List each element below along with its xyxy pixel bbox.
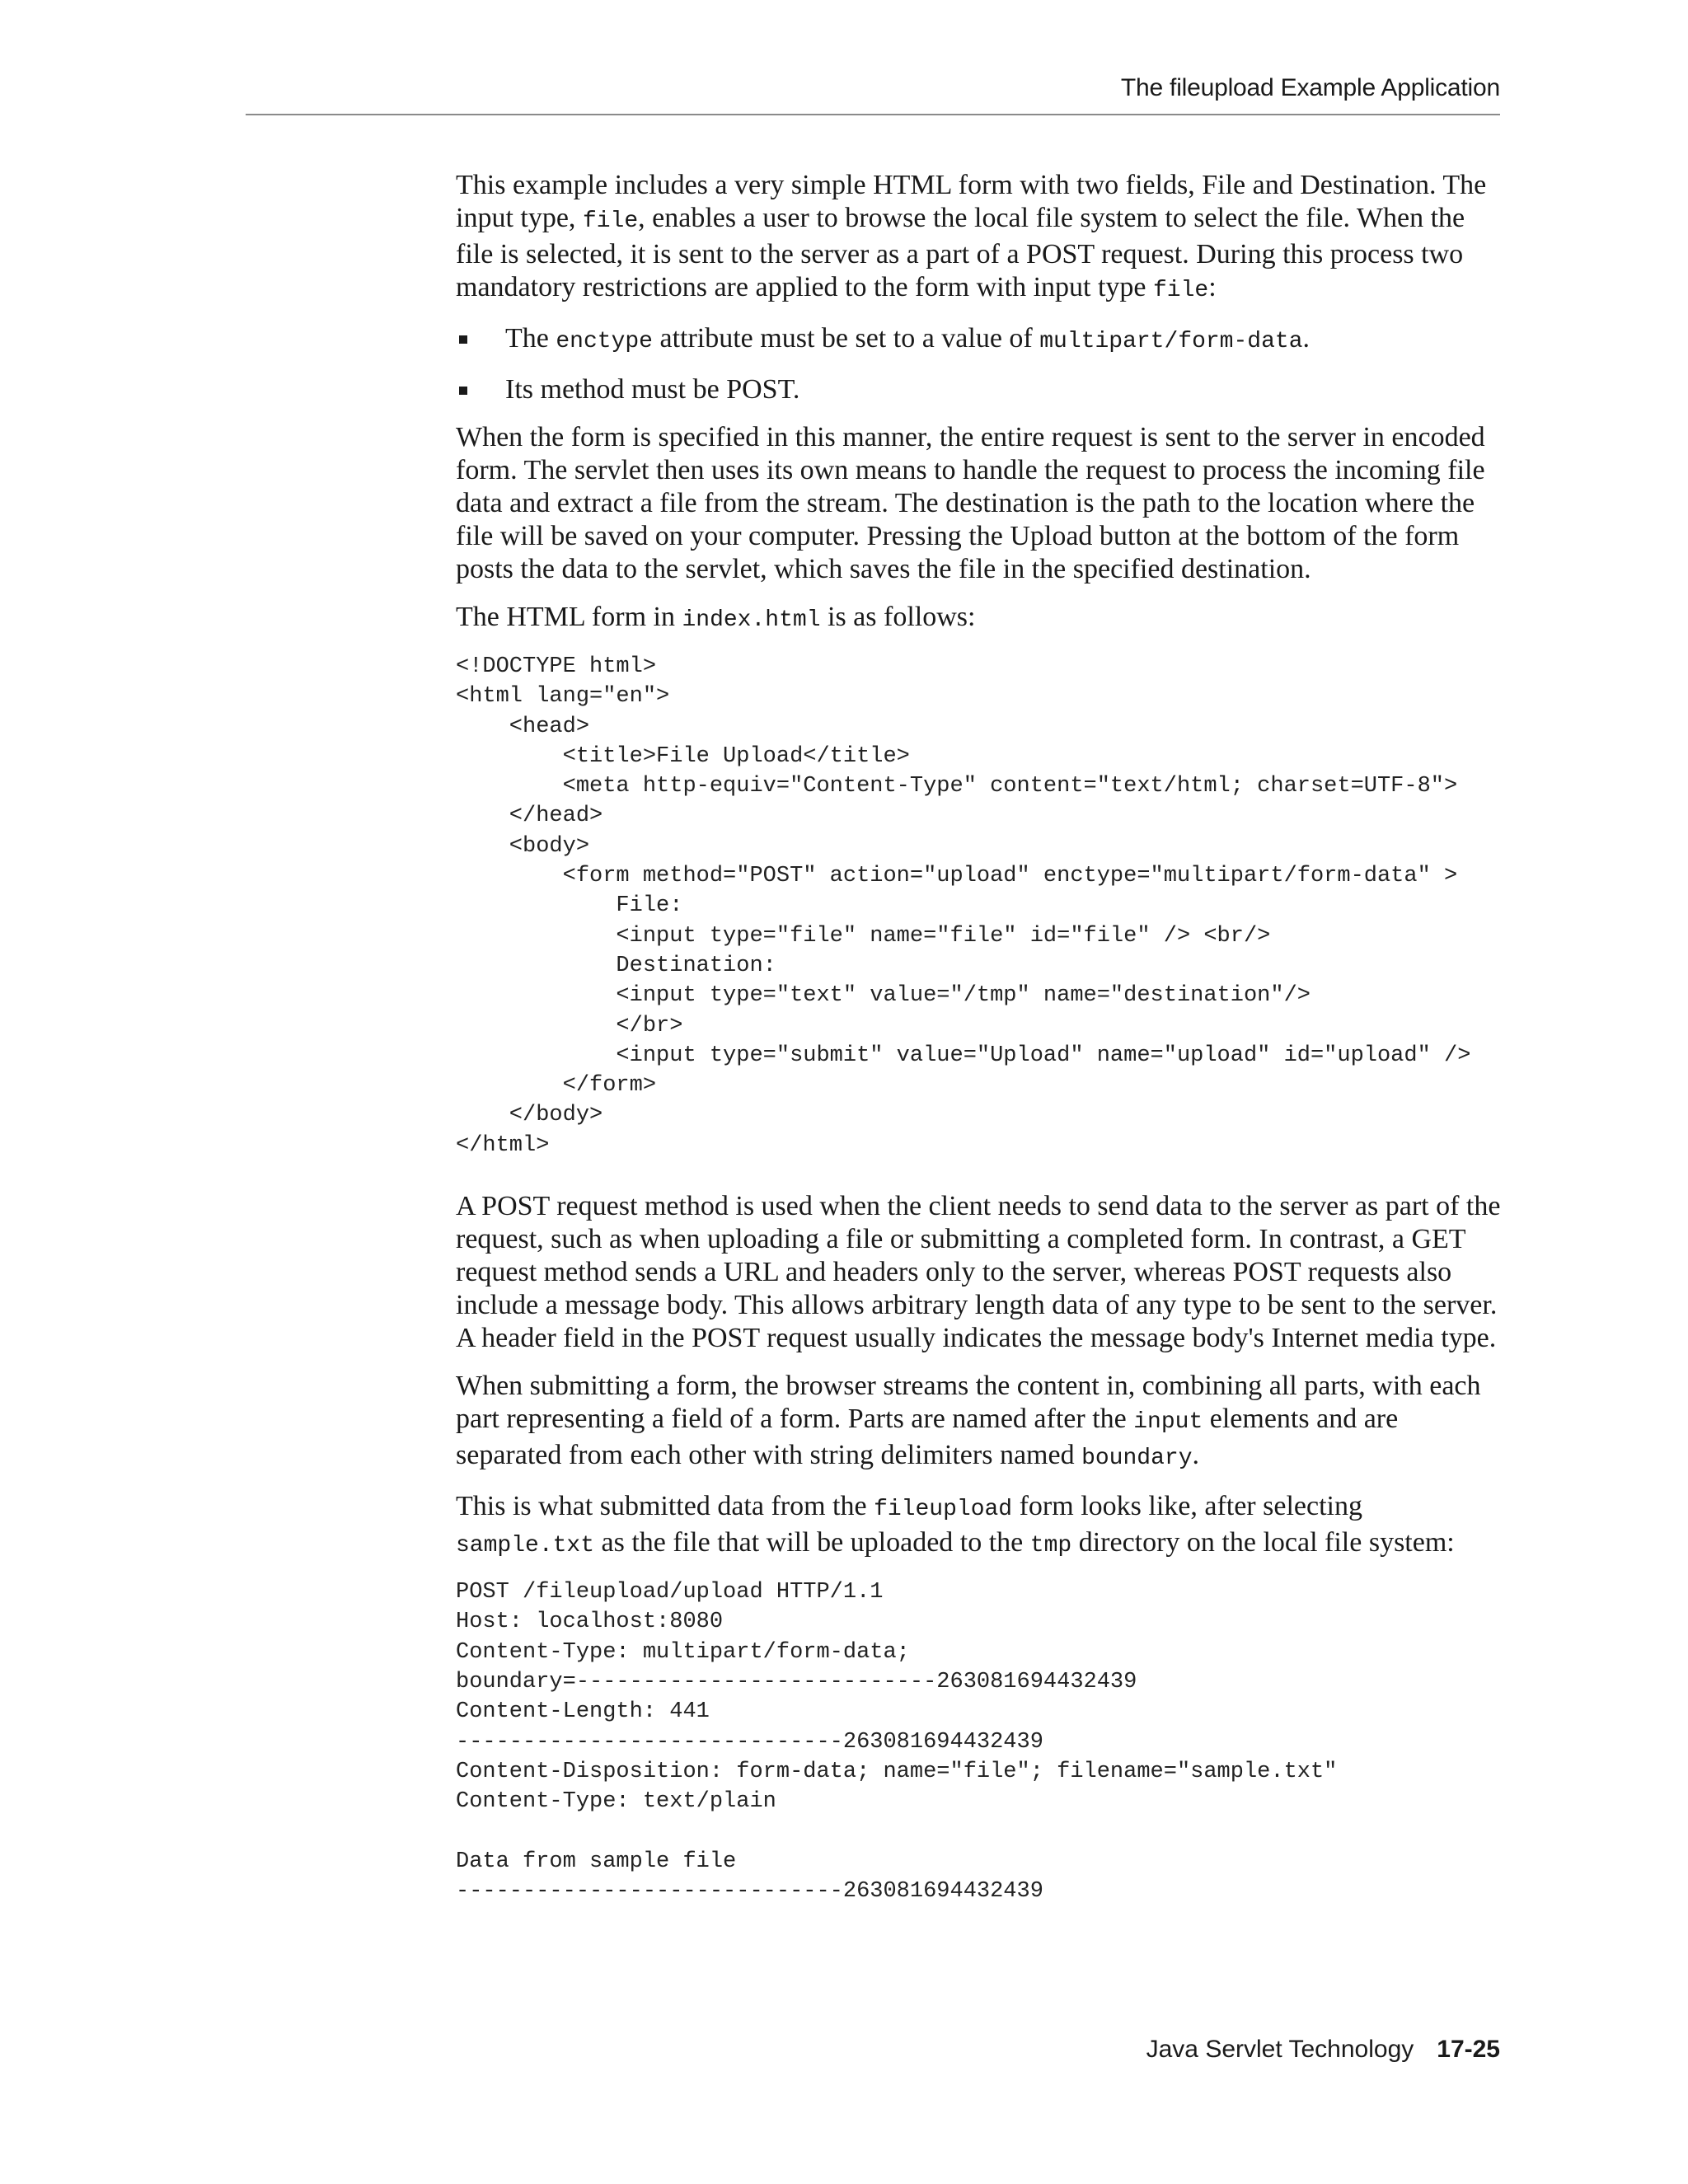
- list-item: [456, 322, 1504, 359]
- header-rule: [246, 114, 1500, 115]
- inline-code: fileupload: [874, 1497, 1013, 1523]
- list-item: [456, 373, 1504, 406]
- book-title: Java Servlet Technology: [1146, 2036, 1414, 2063]
- page-body: [456, 169, 1504, 1936]
- form-intro-paragraph: [456, 601, 1504, 637]
- bullet-square-icon: [459, 335, 467, 344]
- inline-code: enctype: [556, 329, 653, 354]
- inline-code: input: [1133, 1409, 1203, 1436]
- running-footer: [1146, 2036, 1500, 2064]
- text: :: [1208, 272, 1217, 302]
- text: elements and are separated from each other with string delimiters named: [456, 1404, 1399, 1471]
- text: as the file that will be uploaded to the: [594, 1527, 1030, 1558]
- inline-code: multipart/form-data: [1039, 329, 1303, 354]
- intro-paragraph: [456, 169, 1504, 307]
- text: form looks like, after selecting: [1012, 1491, 1362, 1522]
- text: When submitting a form, the browser streams the content in, combining all parts, with each part representing a field of a form. Parts are named after the: [456, 1371, 1481, 1435]
- inline-code: tmp: [1029, 1533, 1072, 1559]
- http-request-code-block: POST /fileupload/upload HTTP/1.1 Host: localhost:8080 Content-Type: multipart/form-data; boundary=---------------------------263081694432439 Content-Length: 441 -----------------------------263081694432439 Content-Disposition: form-data; name="file"; filename="sample.txt" Content-Type: text/plain Data from sample file -----------------------------263081694432439: [456, 1580, 1338, 1905]
- form-description-paragraph: When the form is specified in this manner, the entire request is sent to the server in encoded form. The servlet then uses its own means to handle the request to process the incoming file data and extract a file from the stream. The destination is the path to the location where the file will be saved on your computer. Pressing the Upload button at the bottom of the form posts the data to the servlet, which saves the file in the specified destination.: [456, 422, 1485, 584]
- inline-code: file: [582, 209, 639, 234]
- running-header-title: The fileupload Example Application: [1120, 74, 1500, 101]
- inline-code: index.html: [682, 607, 821, 633]
- restrictions-list: [456, 322, 1504, 406]
- inline-code: file: [1153, 278, 1209, 303]
- page-number: 17-25: [1437, 2036, 1500, 2063]
- text: , enables a user to browse the local file system to select the file. When the file is selected, it is sent to the server as a part of a POST request. During this process two mandatory restrictions are applied to the form with input type: [456, 203, 1465, 302]
- text: attribute must be set to a value of: [652, 323, 1040, 354]
- text: is as follows:: [820, 602, 976, 632]
- submitted-data-paragraph: [456, 1490, 1504, 1563]
- html-form-code-block: <!DOCTYPE html> <html lang="en"> <head> <title>File Upload</title> <meta http-equiv="Content-Type" content="text/html; charset=UTF-8"> </head> <body> <form method="POST" action="upload" enctype="multipart/form-data" > File: <input type="file" name="file" id="file" /> <br/> Destination: <input type="text" value="/tmp" name="destination"/> </br> <input type="submit" value="Upload" name="upload" id="upload" /> </form> </body> </html>: [456, 654, 1471, 1158]
- text: .: [1192, 1440, 1199, 1471]
- text: The HTML form in: [456, 602, 682, 632]
- text: This example includes a very simple HTML form with two fields, File and Destination. The input type,: [456, 170, 1487, 233]
- text: This is what submitted data from the: [456, 1491, 874, 1522]
- post-method-paragraph: A POST request method is used when the client needs to send data to the server as part of the request, such as when uploading a file or submitting a completed form. In contrast, a GET request method sends a URL and headers only to the server, whereas POST requests also include a message body. This allows arbitrary length data of any type to be sent to the server. A header field in the POST request usually indicates the message body's Internet media type.: [456, 1191, 1501, 1354]
- form-streaming-paragraph: [456, 1370, 1504, 1475]
- text: .: [1302, 323, 1311, 354]
- inline-code: sample.txt: [456, 1533, 595, 1559]
- text: Its method must be POST.: [505, 374, 800, 405]
- text: The: [505, 323, 556, 354]
- text: directory on the local file system:: [1071, 1527, 1455, 1558]
- inline-code: boundary: [1081, 1446, 1193, 1472]
- bullet-square-icon: [459, 387, 467, 395]
